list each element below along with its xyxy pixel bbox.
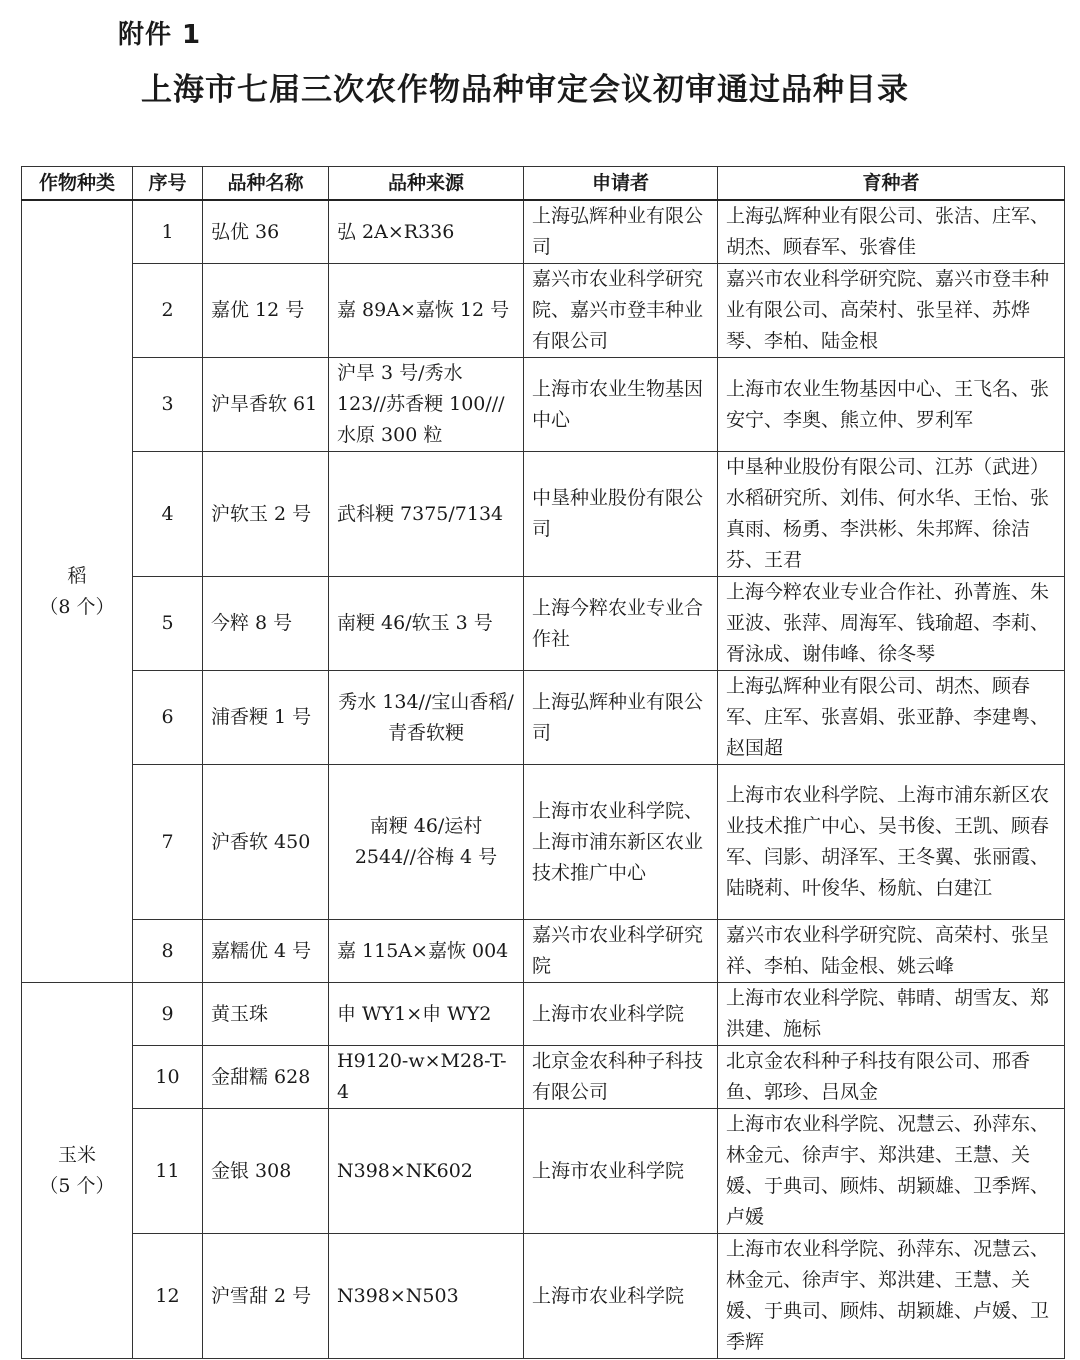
variety-name-cell: 沪雪甜 2 号 (203, 1234, 329, 1359)
breeder-cell: 上海弘辉种业有限公司、胡杰、顾春军、庄军、张喜娟、张亚静、李建粤、赵国超 (718, 671, 1065, 765)
document-title: 上海市七届三次农作物品种审定会议初审通过品种目录 (141, 72, 909, 108)
table-row (22, 358, 1065, 452)
column-header-variety-source: 品种来源 (329, 167, 524, 201)
serial-cell: 4 (133, 452, 203, 577)
variety-source-cell: 秀水 134//宝山香稻/青香软粳 (329, 671, 524, 765)
serial-cell: 5 (133, 577, 203, 671)
breeder-cell: 上海市农业科学院、韩晴、胡雪友、郑洪建、施标 (718, 983, 1065, 1046)
breeder-cell: 嘉兴市农业科学研究院、高荣村、张呈祥、李柏、陆金根、姚云峰 (718, 920, 1065, 983)
variety-source-cell: 南粳 46/软玉 3 号 (329, 577, 524, 671)
applicant-cell: 上海市农业生物基因中心 (524, 358, 718, 452)
variety-source-cell: N398×NK602 (329, 1109, 524, 1234)
table-row (22, 765, 1065, 920)
variety-source-cell: 弘 2A×R336 (329, 200, 524, 264)
variety-source-cell: 武科粳 7375/7134 (329, 452, 524, 577)
variety-source-cell: 南粳 46/运村 2544//谷梅 4 号 (329, 765, 524, 920)
applicant-cell: 上海今粹农业专业合作社 (524, 577, 718, 671)
breeder-cell: 上海市农业科学院、孙萍东、况慧云、林金元、徐声宇、郑洪建、王慧、关媛、于典司、顾炜、胡颖雄、卢媛、卫季辉 (718, 1234, 1065, 1359)
variety-source-cell: 嘉 89A×嘉恢 12 号 (329, 264, 524, 358)
variety-name-cell: 沪旱香软 61 (203, 358, 329, 452)
crop-group-rice (22, 200, 133, 983)
applicant-cell: 嘉兴市农业科学研究院、嘉兴市登丰种业有限公司 (524, 264, 718, 358)
applicant-cell: 中垦种业股份有限公司 (524, 452, 718, 577)
serial-cell: 6 (133, 671, 203, 765)
column-header-variety-name: 品种名称 (203, 167, 329, 201)
variety-catalog-table (21, 166, 1065, 1359)
variety-name-cell: 弘优 36 (203, 200, 329, 264)
table-row (22, 1109, 1065, 1234)
breeder-cell: 中垦种业股份有限公司、江苏（武进）水稻研究所、刘伟、何水华、王怡、张真雨、杨勇、李洪彬、朱邦辉、徐洁芬、王君 (718, 452, 1065, 577)
breeder-cell: 上海市农业科学院、上海市浦东新区农业技术推广中心、吴书俊、王凯、顾春军、闫影、胡泽军、王冬翼、张丽霞、陆晓莉、叶俊华、杨航、白建江 (718, 765, 1065, 920)
crop-group-corn (22, 983, 133, 1359)
crop-group-name: 玉米 (57, 1143, 96, 1166)
breeder-cell: 嘉兴市农业科学研究院、嘉兴市登丰种业有限公司、高荣村、张呈祥、苏烨琴、李柏、陆金根 (718, 264, 1065, 358)
table-row (22, 1234, 1065, 1359)
variety-name-cell: 黄玉珠 (203, 983, 329, 1046)
breeder-cell: 上海市农业生物基因中心、王飞名、张安宁、李奥、熊立仲、罗利军 (718, 358, 1065, 452)
applicant-cell: 上海弘辉种业有限公司 (524, 200, 718, 264)
table-row (22, 200, 1065, 264)
applicant-cell: 北京金农科种子科技有限公司 (524, 1046, 718, 1109)
serial-cell: 11 (133, 1109, 203, 1234)
variety-name-cell: 金甜糯 628 (203, 1046, 329, 1109)
variety-source-cell: N398×N503 (329, 1234, 524, 1359)
applicant-cell: 上海弘辉种业有限公司 (524, 671, 718, 765)
applicant-cell: 上海市农业科学院 (524, 1109, 718, 1234)
serial-cell: 10 (133, 1046, 203, 1109)
variety-name-cell: 嘉优 12 号 (203, 264, 329, 358)
breeder-cell: 北京金农科种子科技有限公司、邢香鱼、郭珍、吕凤金 (718, 1046, 1065, 1109)
attachment-label: 附件 1 (118, 20, 202, 50)
variety-name-cell: 金银 308 (203, 1109, 329, 1234)
breeder-cell: 上海今粹农业专业合作社、孙菁旌、朱亚波、张萍、周海军、钱瑜超、李莉、胥泳成、谢伟峰、徐冬琴 (718, 577, 1065, 671)
column-header-serial: 序号 (133, 167, 203, 201)
serial-cell: 9 (133, 983, 203, 1046)
table-row (22, 1046, 1065, 1109)
serial-cell: 8 (133, 920, 203, 983)
breeder-cell: 上海市农业科学院、况慧云、孙萍东、林金元、徐声宇、郑洪建、王慧、关媛、于典司、顾炜、胡颖雄、卫季辉、卢媛 (718, 1109, 1065, 1234)
variety-source-cell: H9120-w×M28-T-4 (329, 1046, 524, 1109)
table-row (22, 983, 1065, 1046)
variety-name-cell: 沪软玉 2 号 (203, 452, 329, 577)
variety-name-cell: 沪香软 450 (203, 765, 329, 920)
crop-group-name: 稻 (67, 564, 87, 587)
applicant-cell: 上海市农业科学院 (524, 983, 718, 1046)
variety-source-cell: 沪旱 3 号/秀水 123//苏香粳 100///水原 300 粒 (329, 358, 524, 452)
variety-source-cell: 嘉 115A×嘉恢 004 (329, 920, 524, 983)
table-row (22, 452, 1065, 577)
table-row (22, 577, 1065, 671)
applicant-cell: 上海市农业科学院 (524, 1234, 718, 1359)
variety-name-cell: 嘉糯优 4 号 (203, 920, 329, 983)
applicant-cell: 上海市农业科学院、上海市浦东新区农业技术推广中心 (524, 765, 718, 920)
applicant-cell: 嘉兴市农业科学研究院 (524, 920, 718, 983)
variety-name-cell: 浦香粳 1 号 (203, 671, 329, 765)
column-header-applicant: 申请者 (524, 167, 718, 201)
serial-cell: 12 (133, 1234, 203, 1359)
serial-cell: 2 (133, 264, 203, 358)
variety-source-cell: 申 WY1×申 WY2 (329, 983, 524, 1046)
column-header-crop-type: 作物种类 (22, 167, 133, 201)
table-row (22, 920, 1065, 983)
variety-name-cell: 今粹 8 号 (203, 577, 329, 671)
serial-cell: 1 (133, 200, 203, 264)
table-row (22, 671, 1065, 765)
table-header-row (22, 167, 1065, 201)
breeder-cell: 上海弘辉种业有限公司、张洁、庄军、胡杰、顾春军、张睿佳 (718, 200, 1065, 264)
column-header-breeder: 育种者 (718, 167, 1065, 201)
crop-group-count: （5 个） (39, 1174, 115, 1197)
table-row (22, 264, 1065, 358)
crop-group-count: （8 个） (39, 595, 115, 618)
serial-cell: 7 (133, 765, 203, 920)
serial-cell: 3 (133, 358, 203, 452)
